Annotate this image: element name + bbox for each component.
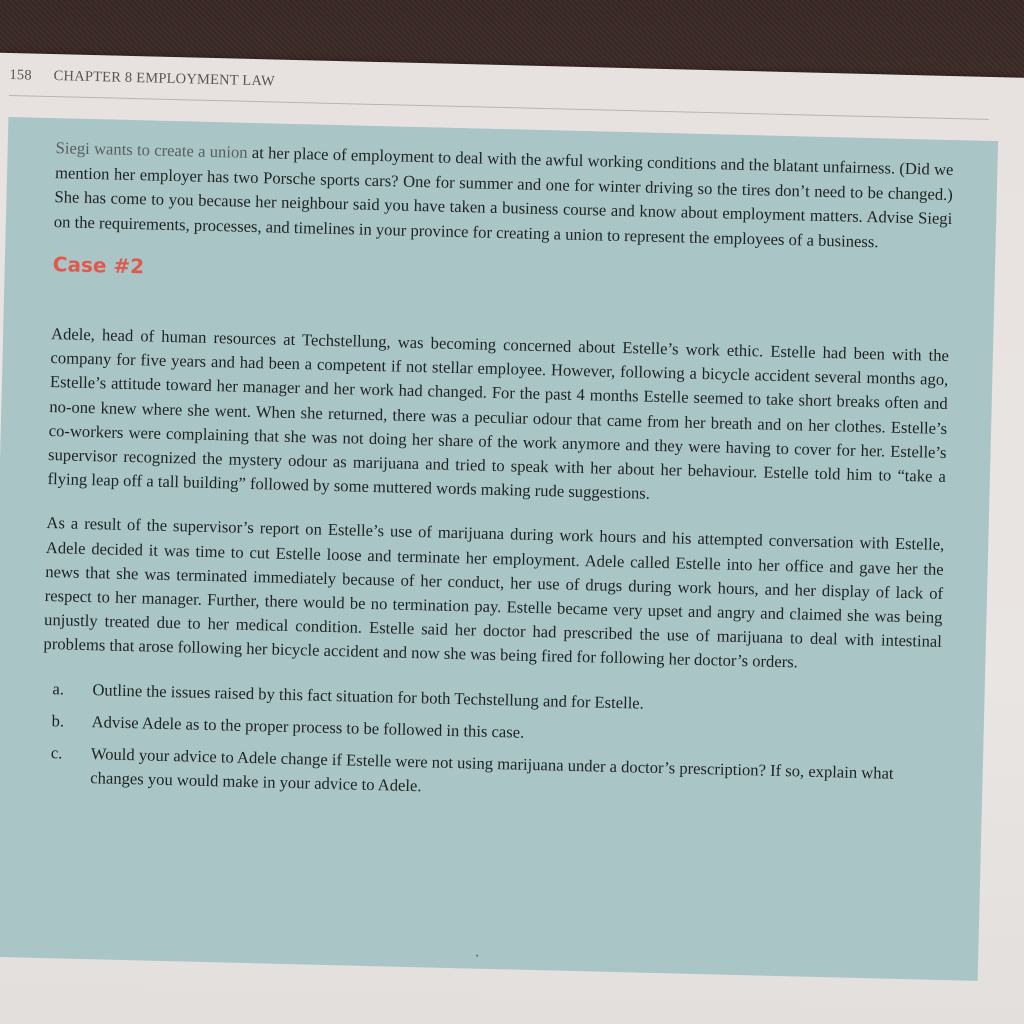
question-letter: c. <box>50 742 63 763</box>
intro-text: at her place of employment to deal with the awful working conditions and the blatant unfairness. (Did we mention her employer has two Porsche sports cars? One for summer and one for winter driving so the tires don’t need to be changed.) She has come to you because her neighbour said you have taken a business course and know about employment matters. Advise Siegi on the requirements, processes, and timelines in your province for creating a union to represent the employees of a business. <box>53 142 954 251</box>
case-paragraph-2: As a result of the supervisor’s report on Estelle’s use of marijuana during work hours and his attempted conversation with Estelle, Adele decided it was time to cut Estelle loose and terminate her employment. Adele called Estelle into her office and gave her the news that she was terminated immediately because of her conduct, her use of drugs during work hours, and her display of lack of respect to her manager. Further, there would be no termination pay. Estelle became very upset and angry and claimed she was being unjustly treated due to her medical condition. Estelle said her doctor had prescribed the use of marijuana to deal with intestinal problems that arose following her bicycle accident and now she was being fired for following her doctor’s orders. <box>43 513 945 672</box>
question-list <box>40 677 940 811</box>
page-number: 158 <box>9 66 32 84</box>
case-heading: Case #2 <box>52 252 145 279</box>
question-letter: b. <box>51 710 65 731</box>
running-header <box>9 67 275 90</box>
question-text: Advise Adele as to the proper process to be followed in this case. <box>91 711 525 742</box>
speck <box>476 955 478 957</box>
intro-paragraph <box>54 136 954 256</box>
case-panel <box>0 117 998 981</box>
intro-lead: Siegi wants to create a union <box>55 138 248 162</box>
book-page <box>0 52 1024 1024</box>
chapter-title: CHAPTER 8 EMPLOYMENT LAW <box>53 68 276 90</box>
question-letter: a. <box>52 678 65 699</box>
panel-content <box>40 136 954 818</box>
question-text: Outline the issues raised by this fact situation for both Techstellung and for Estelle. <box>92 679 645 713</box>
case-paragraph-1: Adele, head of human resources at Techstellung, was becoming concerned about Estelle’s work ethic. Estelle had been with the company for five years and had been a competent if not stellar employee. However, following a bicycle accident several months ago, Estelle’s attitude toward her manager and her work had changed. For the past 4 months Estelle seemed to take short breaks often and no-one knew where she went. When she returned, there was a peculiar odour that came from her breath and on her clothes. Estelle’s co-workers were complaining that she was not doing her share of the work anymore and they were having to cover for her. Estelle’s supervisor recognized the mystery odour as marijuana and tried to speak with her about her behaviour. Estelle told him to “take a flying leap off a tall building” followed by some muttered words making rude suggestions. <box>47 324 950 503</box>
question-text: Would your advice to Adele change if Estelle were not using marijuana under a doctor’s prescription? If so, explain what changes you would make in your advice to Adele. <box>90 743 894 795</box>
header-rule <box>9 95 989 120</box>
